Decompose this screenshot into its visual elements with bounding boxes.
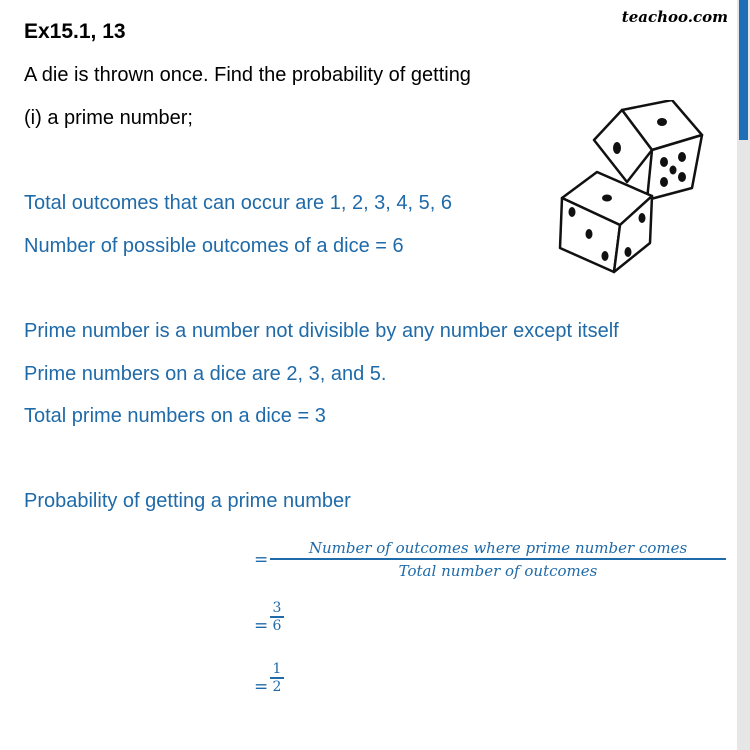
question-line-1: A die is thrown once. Find the probability of getting [24, 64, 471, 86]
fraction-denominator: Total number of outcomes [398, 561, 598, 580]
total-primes-text: Total prime numbers on a dice = 3 [24, 405, 326, 427]
possible-outcomes-text: Number of possible outcomes of a dice = 6 [24, 235, 404, 257]
equals-sign-3: = [254, 677, 269, 697]
question-line-2: (i) a prime number; [24, 107, 193, 129]
probability-heading: Probability of getting a prime number [24, 490, 351, 512]
equals-sign-1: = [254, 550, 269, 570]
exercise-title: Ex15.1, 13 [24, 20, 126, 43]
fraction-step-2 [270, 600, 284, 634]
fraction-main [270, 538, 726, 582]
step2-denominator: 6 [272, 617, 282, 634]
equals-sign-2: = [254, 616, 269, 636]
step2-numerator: 3 [272, 600, 282, 616]
step3-denominator: 2 [272, 678, 282, 695]
fraction-step-3 [270, 661, 284, 695]
primes-on-dice-text: Prime numbers on a dice are 2, 3, and 5. [24, 363, 387, 385]
dice-icon [552, 100, 732, 280]
scroll-thumb[interactable] [739, 0, 748, 140]
step3-numerator: 1 [272, 661, 282, 677]
side-scroll-strip[interactable] [737, 0, 750, 750]
prime-definition-text: Prime number is a number not divisible by any number except itself [24, 320, 619, 342]
total-outcomes-text: Total outcomes that can occur are 1, 2, 3, 4, 5, 6 [24, 192, 453, 214]
fraction-numerator: Number of outcomes where prime number comes [308, 539, 688, 557]
brand-logo: teachoo.com [621, 8, 728, 26]
